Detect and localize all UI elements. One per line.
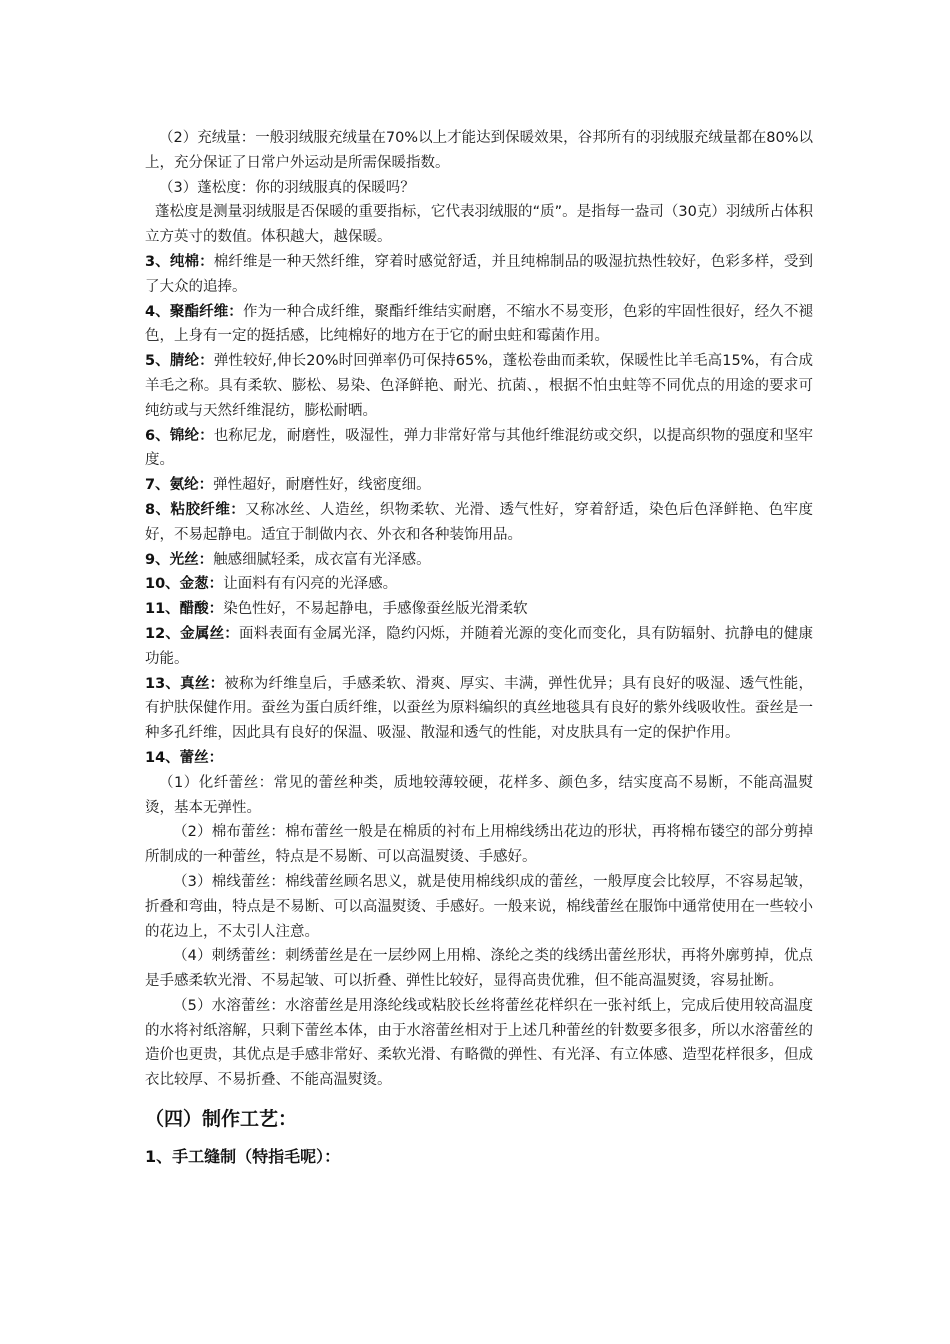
lace-water-soluble: （5）水溶蕾丝：水溶蕾丝是用涤纶线或粘胶长丝将蕾丝花样织在一张衬纸上，完成后使用较高温度的水将衬纸溶解，只剩下蕾丝本体，由于水溶蕾丝相对于上述几种蕾丝的针数要多很多，所以水溶蕾丝的造价也更贵，其优点是手感非常好、柔软光滑、有略微的弹性、有光泽、有立体感、造型花样很多，但成衣比较厚、不易折叠、不能高温熨烫。 [145,997,813,1089]
item-silk [145,672,813,746]
item-heading: 14、蕾丝： [145,749,224,766]
item-gloss-silk [145,548,813,573]
paragraph-loft-definition: 蓬松度是测量羽绒服是否保暖的重要指标，它代表羽绒服的“质”。是指每一盎司（30克）羽绒所占体积立方英寸的数值。体积越大，越保暖。 [145,204,813,246]
sub-heading: 1、手工缝制（特指毛呢）： [145,1147,341,1167]
item-heading: 12、金属丝： [145,625,240,642]
item-heading: 6、锦纶： [145,427,214,444]
item-acetate [145,597,813,622]
paragraph-loft-question: （3）蓬松度：你的羽绒服真的保暖吗？ [159,179,415,196]
item-text: 触感细腻轻柔，成衣富有光泽感。 [213,551,431,568]
item-text: 作为一种合成纤维，聚酯纤维结实耐磨，不缩水不易变形，色彩的牢固性很好，经久不褪色，上身有一定的挺括感，比纯棉好的地方在于它的耐虫蛀和霉菌作用。 [145,303,813,345]
paragraph-down-fill: （2）充绒量：一般羽绒服充绒量在70%以上才能达到保暖效果，谷邦所有的羽绒服充绒量都在80%以上，充分保证了日常户外运动是所需保暖指数。 [145,130,813,171]
item-text: 染色性好，不易起静电，手感像蚕丝版光滑柔软 [223,601,528,618]
item-heading: 13、真丝： [145,675,225,692]
item-text: 棉纤维是一种天然纤维，穿着时感觉舒适，并且纯棉制品的吸湿抗热性较好，色彩多样，受到了大众的追捧。 [145,253,814,295]
lace-cotton-cloth: （2）棉布蕾丝：棉布蕾丝一般是在棉质的衬布上用棉线绣出花边的形状，再将棉布镂空的部分剪掉所制成的一种蕾丝，特点是不易断、可以高温熨烫、手感好。 [145,824,813,866]
item-lurex [145,572,813,597]
item-nylon [145,424,813,474]
item-spandex [145,473,813,498]
item-heading: 8、粘胶纤维： [145,501,246,518]
item-text: 让面料有有闪亮的光泽感。 [223,576,398,593]
document-body [145,126,813,1171]
item-heading: 3、纯棉： [145,253,214,270]
item-text: 弹性超好，耐磨性好，线密度细。 [213,477,431,494]
item-heading: 11、醋酸： [145,601,224,618]
item-heading: 7、氨纶： [145,477,214,494]
item-text: 又称冰丝、人造丝，织物柔软、光滑、透气性好，穿着舒适，染色后色泽鲜艳、色牢度好，不易起静电。适宜于制做内衣、外衣和各种装饰用品。 [145,501,814,543]
item-text: 弹性较好,伸长20%时回弹率仍可保持65%，蓬松卷曲而柔软，保暖性比羊毛高15%，有合成羊毛之称。具有柔软、膨松、易染、色泽鲜艳、耐光、抗菌、，根据不怕虫蛀等不同优点的用途的要求可纯纺或与天然纤维混纺，膨松耐晒。 [145,353,813,419]
lace-chemical-fiber: （1）化纤蕾丝：常见的蕾丝种类，质地较薄较硬，花样多、颜色多，结实度高不易断，不能高温熨烫，基本无弹性。 [145,774,813,816]
item-cotton [145,250,813,300]
item-heading: 5、腈纶： [145,353,214,370]
item-acrylic [145,349,813,423]
item-text: 被称为纤维皇后，手感柔软、滑爽、厚实、丰满，弹性优异；具有良好的吸湿、透气性能，有护肤保健作用。蚕丝为蛋白质纤维，以蚕丝为原料编织的真丝地毯具有良好的紫外线吸收性。蚕丝是一种多孔纤维，因此具有良好的保温、吸湿、散湿和透气的性能，对皮肤具有一定的保护作用。 [145,675,813,742]
item-heading: 4、聚酯纤维： [145,303,243,320]
item-text: 面料表面有金属光泽，隐约闪烁，并随着光源的变化而变化，具有防辐射、抗静电的健康功能。 [145,625,814,667]
item-polyester [145,300,813,350]
item-metallic [145,622,813,672]
lace-cotton-thread: （3）棉线蕾丝：棉线蕾丝顾名思义，就是使用棉线织成的蕾丝，一般厚度会比较厚，不容易起皱，折叠和弯曲，特点是不易断、可以高温熨烫、手感好。一般来说，棉线蕾丝在服饰中通常使用在一些较小的花边上，不太引人注意。 [145,873,813,940]
item-heading: 9、光丝： [145,551,214,568]
item-text: 也称尼龙，耐磨性，吸湿性，弹力非常好常与其他纤维混纺或交织，以提高织物的强度和坚牢度。 [145,427,814,469]
item-lace [145,746,813,771]
item-heading: 10、金葱： [145,576,224,593]
section-heading: （四）制作工艺： [145,1108,298,1131]
item-viscose [145,498,813,548]
lace-embroidered: （4）刺绣蕾丝：刺绣蕾丝是在一层纱网上用棉、涤纶之类的线绣出蕾丝形状，再将外廓剪掉，优点是手感柔软光滑、不易起皱、可以折叠、弹性比较好，显得高贵优雅，但不能高温熨烫，容易扯断。 [145,948,813,990]
